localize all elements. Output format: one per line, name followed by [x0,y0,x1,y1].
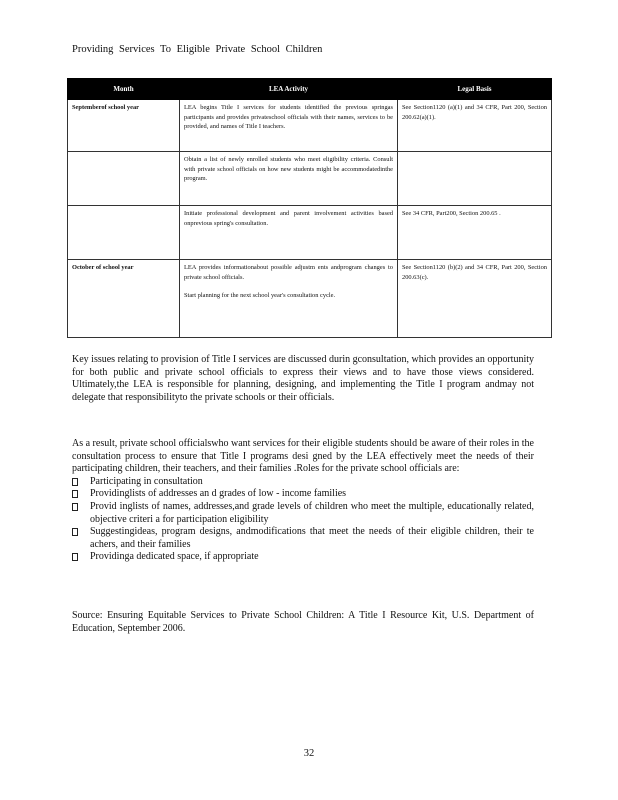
table-header-row [68,79,552,100]
activity-text: LEA provides informationabout possible adjustm ents andprogram changes to private school officials. [184,264,393,281]
consultation-paragraph: Key issues relating to provision of Title I services are discussed durin gconsultation, which provides an opportunity for both public and private school officials to express their views and to have those views considered. Ultimately,the LEA is responsible for planning, designing, and implementing the Title I program andmay not delegate that responsibilityto the private schools or their officials. [72,354,534,403]
header-legal-basis: Legal Basis [398,79,552,100]
activity-cell [180,100,398,152]
month-cell [68,152,180,206]
legal-basis-cell [398,152,552,206]
header-lea-activity: LEA Activity [180,79,398,100]
bullet-box-icon [72,528,78,536]
activity-cell [180,152,398,206]
role-text: Providinglists of addresses an d grades of low - income families [90,488,347,500]
list-item [72,488,534,501]
roles-list [72,476,534,564]
roles-section [72,438,534,564]
month-cell: October of school year [68,260,180,338]
header-month: Month [68,79,180,100]
role-text: Providinga dedicated space, if appropriate [90,551,259,563]
table-row [68,152,552,206]
activity-cell [180,206,398,260]
table-row [68,260,552,338]
list-item [72,551,534,564]
activity-text: Obtain a list of newly enrolled students who meet eligibility criteria. Consult with private school officials on how new students might be accommodatedinthe program. [184,156,393,182]
legal-basis-cell: See Section1120 (b)(2) and 34 CFR, Part 200, Section 200.63(c). [398,260,552,338]
page-heading: Providing Services To Eligible Private School Children [72,44,323,55]
source-citation: Source: Ensuring Equitable Services to Private School Children: A Title I Resource Kit, U.S. Department of Education, September 2006. [72,610,534,634]
lea-activity-table [67,78,552,338]
role-text: Provid inglists of names, addresses,and grade levels of children who meet the multiple, educationally related, objective criteri a for participation eligibility [90,500,534,525]
activity-text: Initiate professional development and parent involvement activities based onprevious spring's consultation. [184,210,393,227]
legal-basis-cell: See Section1120 (a)(1) and 34 CFR, Part 200, Section 200.62(a)(1). [398,100,552,152]
month-cell: Septemberof school year [68,100,180,152]
role-text: Suggestingideas, program designs, andmodifications that meet the needs of their eligible children, their te achers, and their families [90,526,534,550]
list-item [72,526,534,551]
activity-cell [180,260,398,338]
list-item [72,501,534,526]
table-row [68,100,552,152]
table-row [68,206,552,260]
role-text: Participating in consultation [90,475,203,487]
bullet-box-icon [72,503,78,511]
legal-basis-cell: See 34 CFR, Part200, Section 200.65 . [398,206,552,260]
bullet-box-icon [72,553,78,561]
bullet-box-icon [72,490,78,498]
page-number: 32 [303,748,315,759]
activity-text: Start planning for the next school year's consultation cycle. [184,292,336,299]
activity-text: LEA begins Title I services for students identified the previous springas participants and provides privateschool officials with their names, services to be provided, and names of Title I teachers. [184,104,393,130]
month-cell [68,206,180,260]
bullet-box-icon [72,478,78,486]
roles-intro-paragraph: As a result, private school officialswho want services for their eligible students should be aware of their roles in the consultation process to ensure that Title I programs desi gned by the LEA effectively meet the needs of their participating children, their teachers, and their families .Roles for the private school officials are: [72,438,534,475]
list-item [72,476,534,489]
